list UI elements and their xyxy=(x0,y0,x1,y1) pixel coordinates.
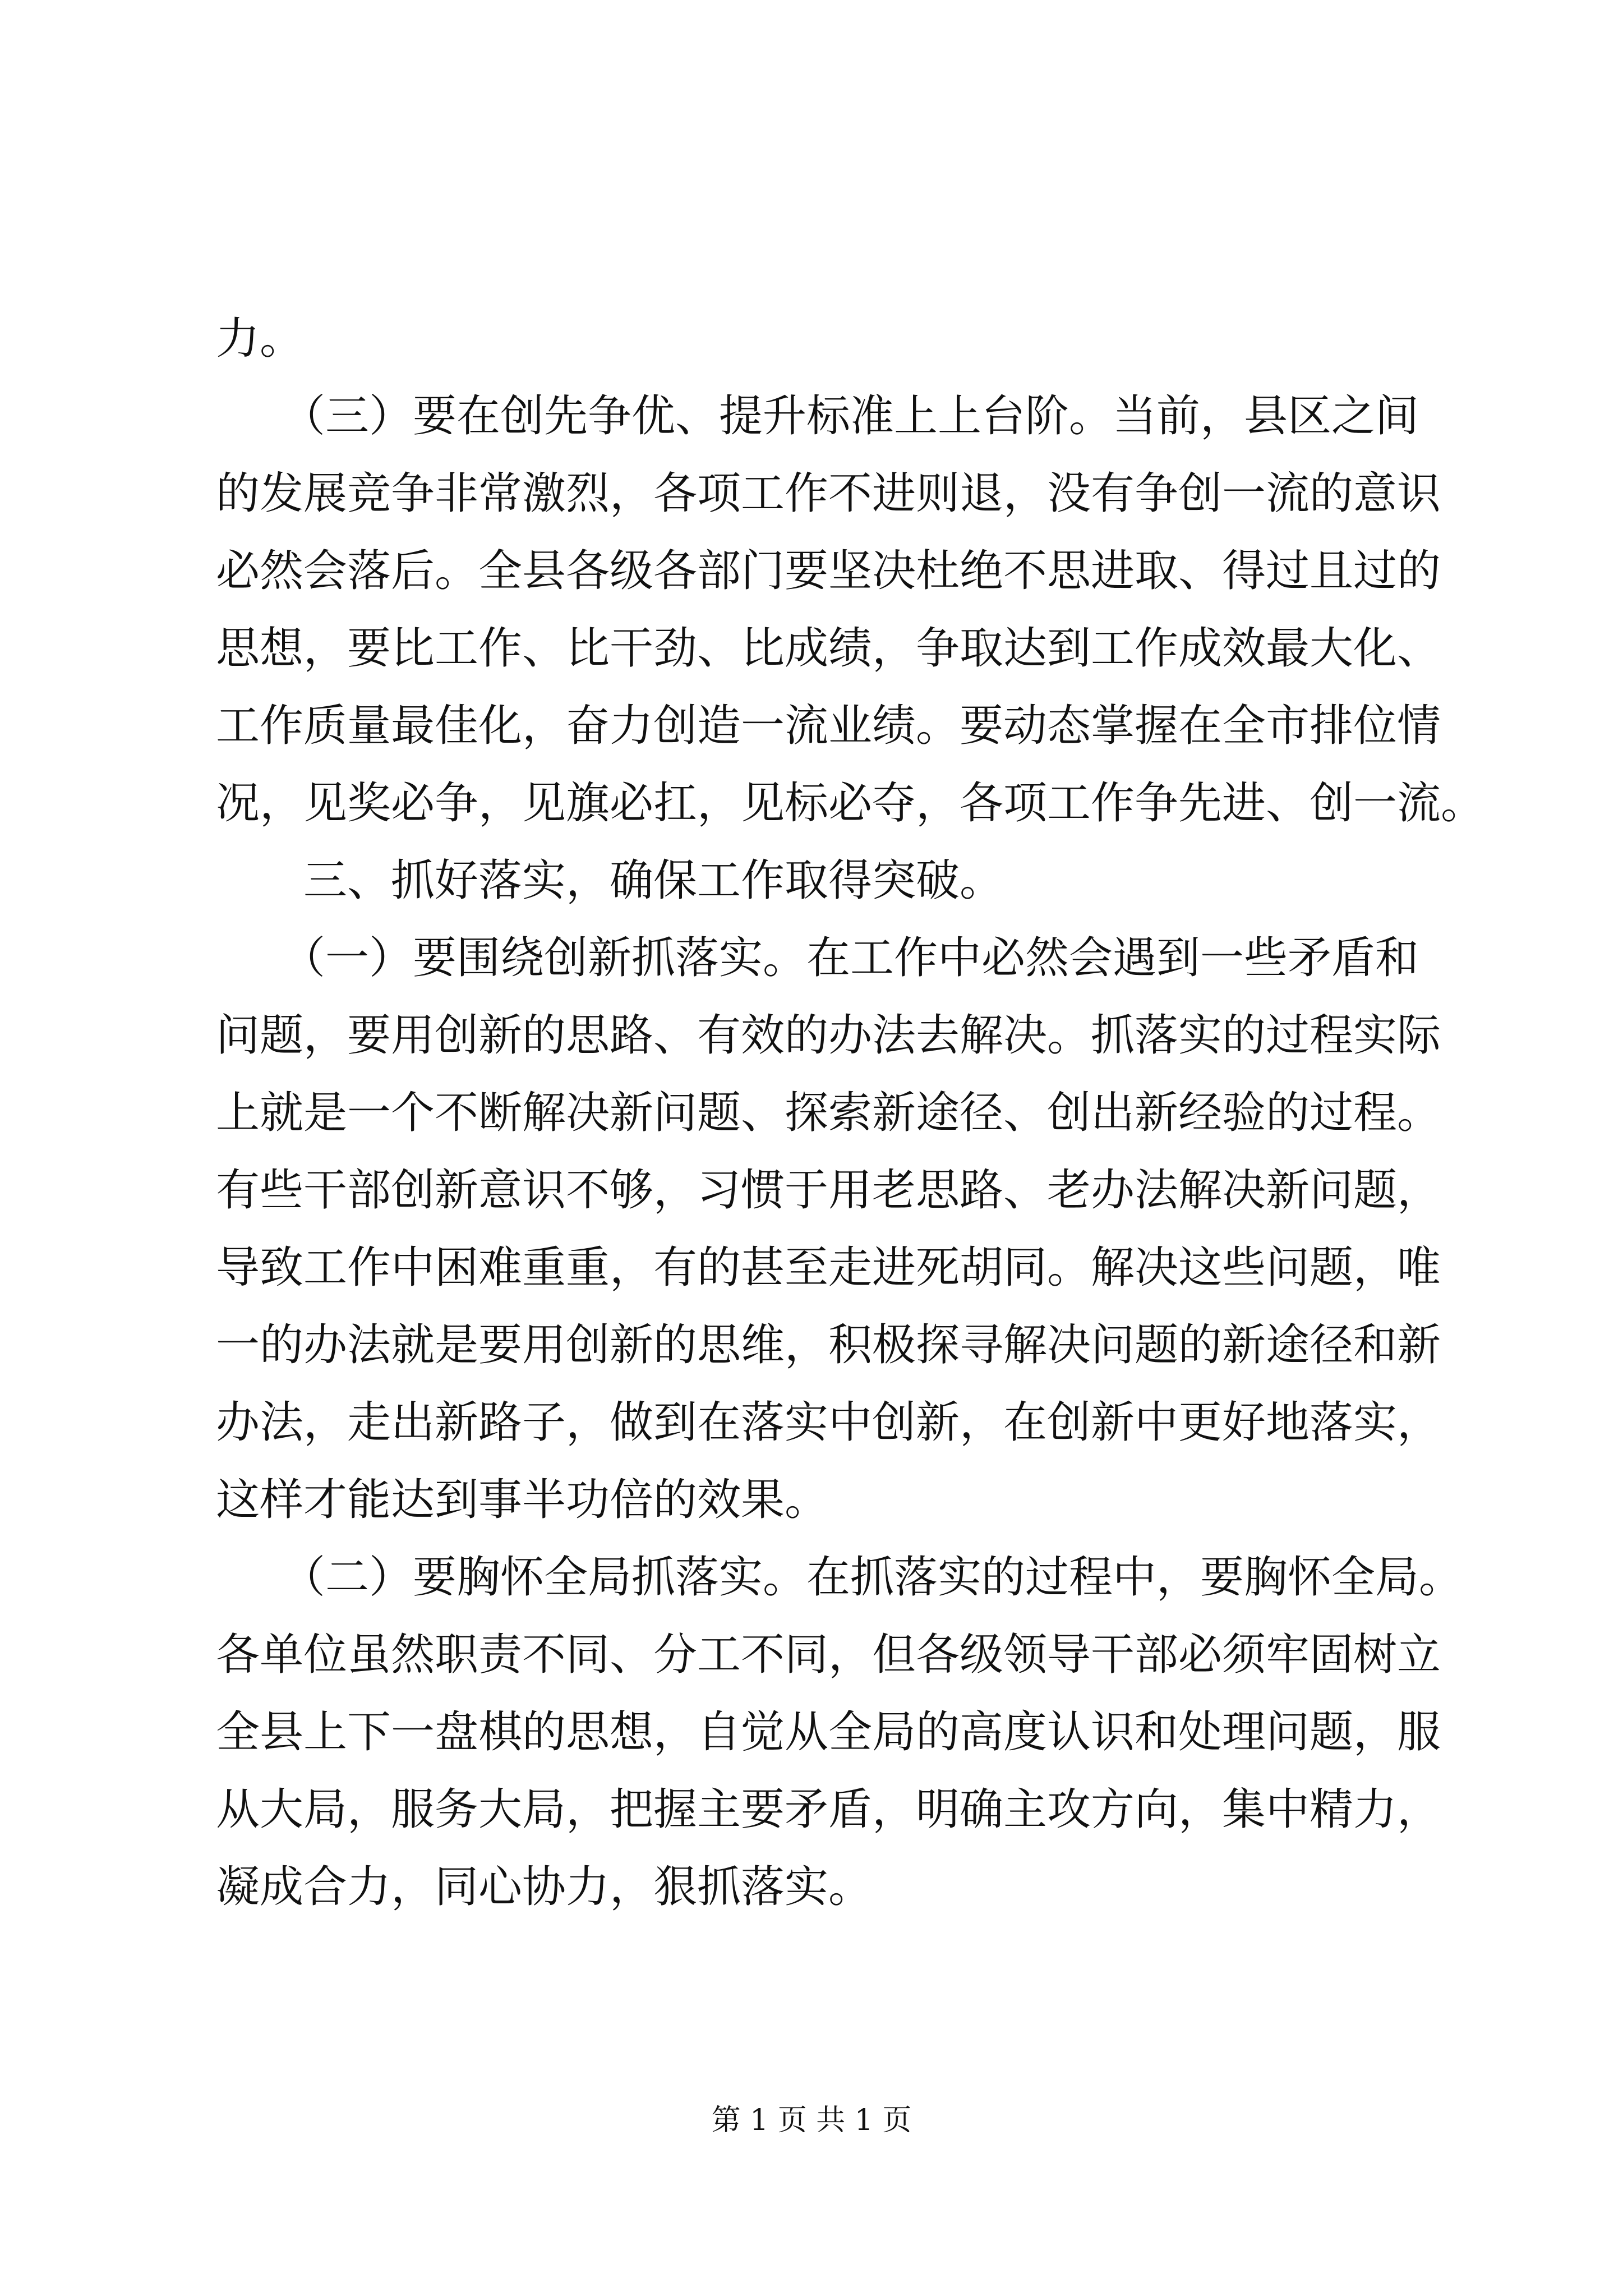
text-line: 工作质量最佳化，奋力创造一流业绩。要动态掌握在全市排位情 xyxy=(216,701,1441,751)
text-line: 全县上下一盘棋的思想，自觉从全局的高度认识和处理问题，服 xyxy=(216,1707,1441,1757)
text-line: 导致工作中困难重重，有的甚至走进死胡同。解决这些问题，唯 xyxy=(216,1243,1441,1293)
text-line: 的发展竞争非常激烈，各项工作不进则退，没有争创一流的意识 xyxy=(216,468,1441,519)
text-line: （三）要在创先争优、提升标准上上台阶。当前，县区之间 xyxy=(216,391,1419,441)
text-line: （一）要围绕创新抓落实。在工作中必然会遇到一些矛盾和 xyxy=(216,933,1419,983)
text-line: 有些干部创新意识不够，习惯于用老思路、老办法解决新问题， xyxy=(216,1165,1441,1216)
text-line: 力。 xyxy=(216,314,304,364)
text-line: 思想，要比工作、比干劲、比成绩，争取达到工作成效最大化、 xyxy=(216,623,1441,674)
text-line: 各单位虽然职责不同、分工不同，但各级领导干部必须牢固树立 xyxy=(216,1630,1441,1680)
text-line: 凝成合力，同心协力，狠抓落实。 xyxy=(216,1862,873,1912)
text-line: 问题，要用创新的思路、有效的办法去解决。抓落实的过程实际 xyxy=(216,1010,1441,1061)
text-line: 办法，走出新路子，做到在落实中创新，在创新中更好地落实， xyxy=(216,1397,1441,1448)
section-heading: 三、抓好落实，确保工作取得突破。 xyxy=(216,855,1004,906)
text-line: 这样才能达到事半功倍的效果。 xyxy=(216,1475,829,1525)
text-line: 一的办法就是要用创新的思维，积极探寻解决问题的新途径和新 xyxy=(216,1320,1441,1370)
page-number-footer: 第 1 页 共 1 页 xyxy=(711,2104,912,2137)
text-line: 况，见奖必争，见旗必扛，见标必夺，各项工作争先进、创一流。 xyxy=(216,778,1485,829)
text-line: 必然会落后。全县各级各部门要坚决杜绝不思进取、得过且过的 xyxy=(216,546,1441,596)
document-body xyxy=(216,300,1485,1926)
text-line: 从大局，服务大局，把握主要矛盾，明确主攻方向，集中精力， xyxy=(216,1784,1441,1835)
text-line: （二）要胸怀全局抓落实。在抓落实的过程中，要胸怀全局。 xyxy=(216,1552,1463,1603)
text-line: 上就是一个不断解决新问题、探索新途径、创出新经验的过程。 xyxy=(216,1088,1441,1138)
